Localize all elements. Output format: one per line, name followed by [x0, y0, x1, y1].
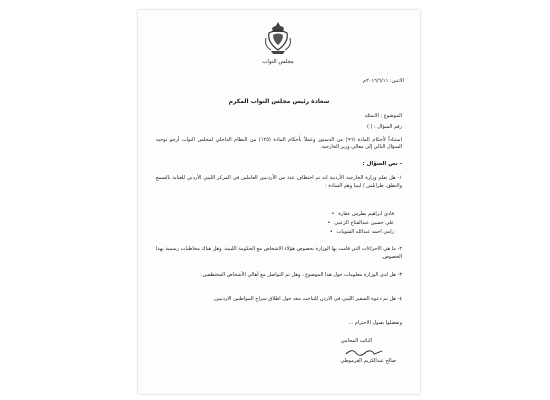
signatory-name: صالح عبدالكريم العرموطي	[340, 358, 396, 364]
intro-paragraph: استناداً لأحكام المادة (٩٦) من الدستور وعملاً بأحكام المادة (١٢٥) من النظام الداخلي لمجلس النواب أرجو توجيه السؤال التالي إلى معالي وزير الخارجية.	[156, 137, 402, 150]
question-1: ١- هل تعلم وزارة الخارجية الأردنية انه تم اختطاف عدد من الأردنيين العاملين في المركز الليبي الأردني للعناية بالسمع والنطق، طرابلس / ليبيا وهم السادة :	[156, 175, 402, 189]
addressee: سعادة رئيس مجلس النواب المكرم	[228, 98, 330, 105]
list-item: فادي ابراهيم بطرس عفارة •	[327, 210, 394, 219]
letterhead	[258, 20, 298, 65]
question-2: ٢- ما هي الاجراءات التي قامت بها الوزارة بخصوص هؤلاء الاشخاص مع الحكومة الليبية، وهل هناك مخاطبات رسمية بهذا الخصوص.	[156, 246, 402, 260]
question-3: ٣- هل لدى الوزارة معلومات حول هذا الموضوع ، وهل تم التواصل مع أهالي الأشخاص المختطفين.	[200, 272, 402, 278]
names-list	[327, 210, 394, 237]
royal-crest-icon	[263, 20, 293, 58]
closing-line: وتفضلوا بقبول الاحترام ...	[348, 320, 402, 326]
handwritten-signature	[344, 347, 384, 357]
section-heading: - نص السؤال :	[362, 161, 402, 167]
question-number: رقم السؤال : ( )	[366, 124, 402, 130]
list-item: علي حسين عبدالفتاح الزعبي •	[327, 219, 394, 228]
signature-title: النائب المحامي	[340, 338, 372, 344]
subject-line: الموضوع : الاسئلة	[364, 113, 402, 119]
list-item: رامي احمد عبدالله الشويات •	[327, 228, 394, 237]
question-4: ٤- هل تم دعوة السفير الليبي في الاردن للتباحث معه حول اطلاق سراح المواطنين الاردنيين.	[212, 296, 402, 302]
house-name: مجلس النواب	[262, 59, 294, 65]
letter-page	[138, 10, 420, 394]
date-line: الاثنين: ٢٠١٦/٦/١١م	[362, 78, 404, 84]
